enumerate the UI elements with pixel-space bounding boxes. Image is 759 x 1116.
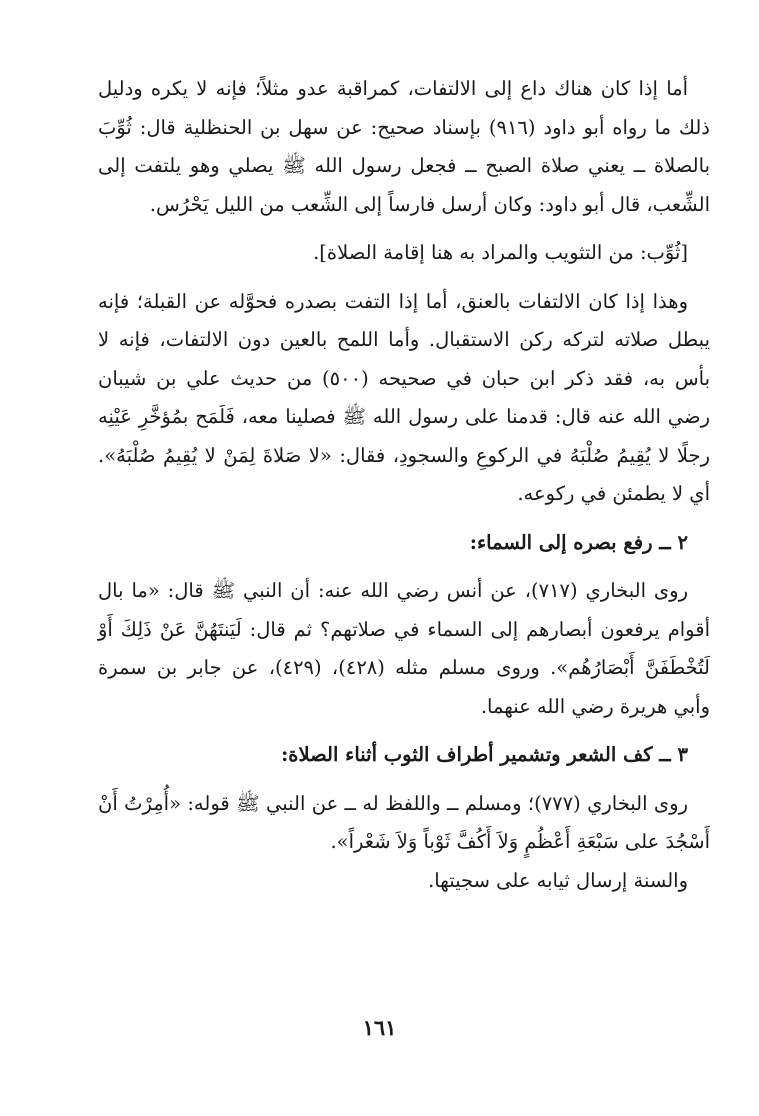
paragraph-looking-for-need: أما إذا كان هناك داع إلى الالتفات، كمراقبة عدو مثلاً؛ فإنه لا يكره ودليل ذلك ما رواه أبو داود (٩١٦) بإسناد صحيح: عن سهل بن الحنظلية قال: ثُوِّبَ بالصلاة ــ يعني صلاة الصبح ــ فجعل رسول الله ﷺ يصلي وهو يلتفت إلى الشِّعب، قال أبو داود: وكان أرسل فارساً إلى الشِّعب من الليل يَحْرُس.	[98, 77, 710, 216]
paragraph-definition-thuwwib: [ثُوِّب: من التثويب والمراد به هنا إقامة الصلاة].	[313, 241, 688, 264]
paragraph-sunnah-garments: والسنة إرسال ثيابه على سجيتها.	[428, 868, 688, 892]
page-number: ١٦١	[362, 1015, 397, 1040]
paragraph-bukhari-777: روى البخاري (٧٧٧)؛ ومسلم ــ واللفظ له ــ عن النبي ﷺ قوله: «أُمِرْتُ أَنْ أَسْجُدَ على سَبْعَةِ أَعْظُمٍ وَلاَ أَكُفَّ ثَوْباً وَلاَ شَعْراً».	[98, 791, 710, 853]
paragraph-bukhari-717: روى البخاري (٧١٧)، عن أنس رضي الله عنه: أن النبي ﷺ قال: «ما بال أقوام يرفعون أبصارهم إلى السماء في صلاتهم؟ ثم قال: لَيَنتَهُنَّ عَنْ ذَلِكَ أَوْ لَتُخْطَفَنَّ أَبْصَارُهُم». وروى مسلم مثله (٤٢٨)، (٤٢٩)، عن جابر بن سمرة وأبي هريرة رضي الله عنهما.	[98, 579, 710, 718]
page-text	[98, 70, 710, 900]
paragraph-turning-neck: وهذا إذا كان الالتفات بالعنق، أما إذا التفت بصدره فحوَّله عن القبلة؛ فإنه يبطل صلاته لتركه ركن الاستقبال. وأما اللمح بالعين دون الالتفات، فإنه لا بأس به، فقد ذكر ابن حبان في صحيحه (٥٠٠) من حديث علي بن شيبان رضي الله عنه قال: قدمنا على رسول الله ﷺ فصلينا معه، فَلَمَح بمُؤخَّرِ عَيْنِه رجلًا لا يُقِيمُ صُلْبَهُ في الركوعِ والسجودِ، فقال: «لا صَلاةَ لِمَنْ لا يُقِيمُ صُلْبَهُ». أي لا يطمئن في ركوعه.	[98, 289, 710, 505]
heading-raising-gaze: ٢ ــ رفع بصره إلى السماء:	[469, 530, 688, 554]
heading-hair-and-garment: ٣ ــ كف الشعر وتشمير أطراف الثوب أثناء الصلاة:	[281, 743, 688, 766]
